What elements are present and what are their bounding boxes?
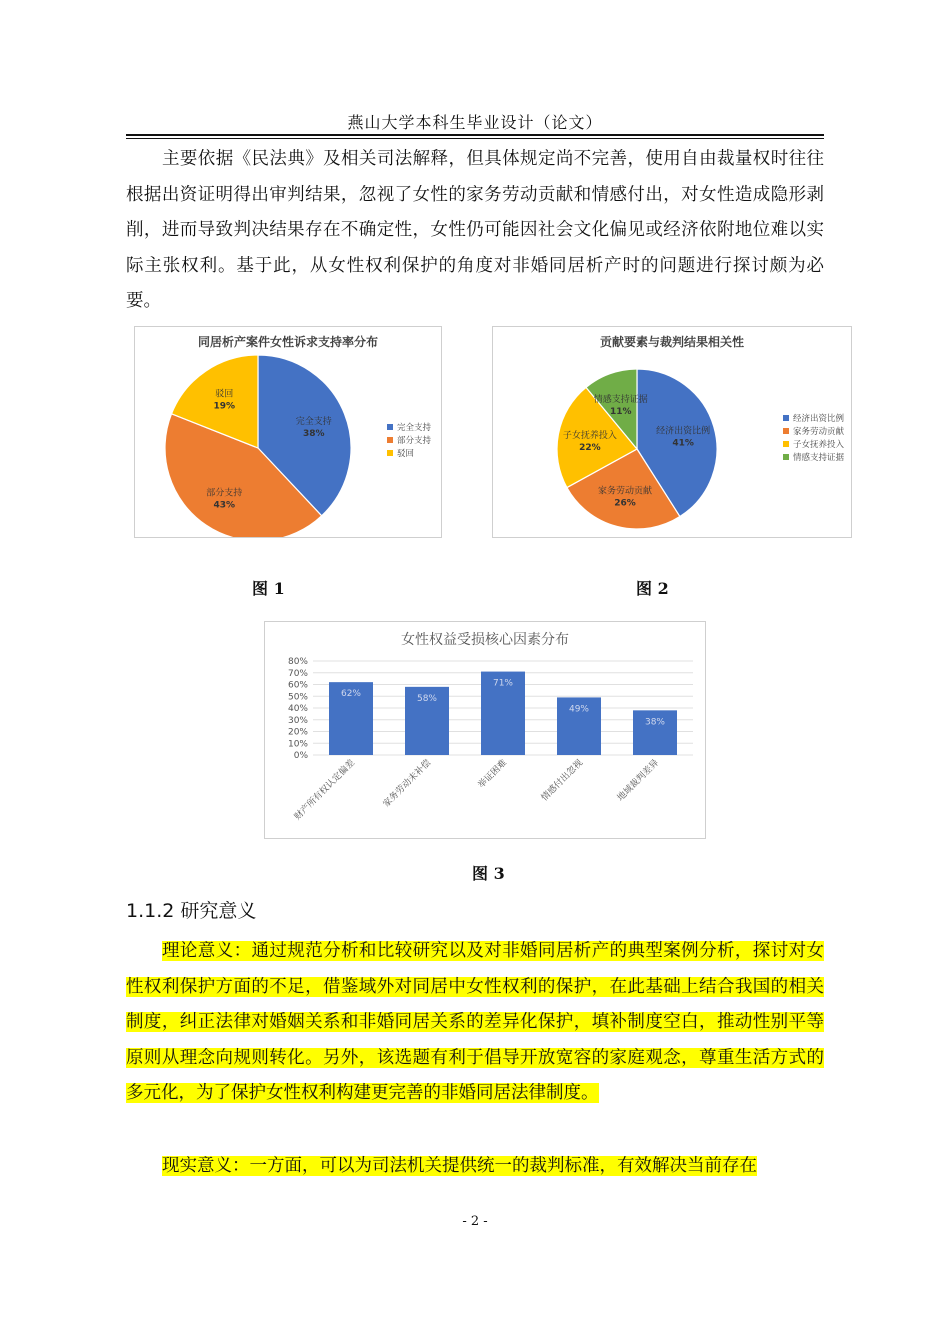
chart2-title: 贡献要素与裁判结果相关性 xyxy=(599,335,745,349)
legend-swatch xyxy=(387,437,393,443)
legend-swatch xyxy=(387,450,393,456)
legend-label: 部分支持 xyxy=(397,436,432,446)
legend-swatch xyxy=(783,428,789,434)
x-tick-label: 家务劳动未补偿 xyxy=(381,758,434,810)
header-rule-thick xyxy=(126,134,824,136)
legend-label: 家务劳动贡献 xyxy=(793,427,845,437)
slice-value-label: 26% xyxy=(614,498,636,509)
chart-damage-factors-svg xyxy=(265,622,705,838)
chart-support-rate-svg xyxy=(135,327,441,537)
slice-category-label: 子女抚养投入 xyxy=(562,431,617,442)
bar-value-label: 62% xyxy=(340,689,362,700)
chart3-x-tick-labels xyxy=(291,757,661,823)
x-tick-label: 财产所有权认定偏差 xyxy=(292,758,358,823)
legend-swatch xyxy=(783,441,789,447)
slice-category-label: 部分支持 xyxy=(206,488,243,499)
bar-value-label: 71% xyxy=(492,678,514,689)
figure-3-label: 图 3 xyxy=(472,864,505,883)
legend-label: 情感支持证据 xyxy=(793,453,845,463)
bar-value-label: 38% xyxy=(644,717,666,728)
figure-2-label: 图 2 xyxy=(636,579,669,598)
paragraph-theoretical-significance xyxy=(126,934,824,1112)
section-heading: 1.1.2 研究意义 xyxy=(126,900,257,922)
highlighted-text: 现实意义：一方面，可以为司法机关提供统一的裁判标准，有效解决当前存在 xyxy=(162,1156,757,1176)
legend-swatch xyxy=(783,415,789,421)
chart-contribution xyxy=(492,326,852,538)
x-tick-label: 举证困难 xyxy=(476,758,510,791)
slice-category-label: 驳回 xyxy=(215,389,234,400)
y-tick-label: 20% xyxy=(287,727,308,738)
y-tick-label: 70% xyxy=(287,668,308,679)
running-header: 燕山大学本科生毕业设计（论文） xyxy=(347,113,603,132)
figure-1-label: 图 1 xyxy=(252,579,285,598)
slice-category-label: 情感支持证据 xyxy=(593,394,648,405)
chart-support-rate xyxy=(134,326,442,538)
chart3-title: 女性权益受损核心因素分布 xyxy=(401,632,569,648)
legend-label: 驳回 xyxy=(397,449,415,459)
x-tick-label: 情感付出忽视 xyxy=(539,758,586,804)
slice-value-label: 19% xyxy=(213,401,236,412)
legend-swatch xyxy=(387,424,393,430)
legend-label: 经济出资比例 xyxy=(793,414,845,424)
slice-category-label: 家务劳动贡献 xyxy=(598,486,653,497)
highlighted-text: 理论意义：通过规范分析和比较研究以及对非婚同居析产的典型案例分析，探讨对女性权利保护方面的不足，借鉴域外对同居中女性权利的保护，在此基础上结合我国的相关制度，纠正法律对婚姻关系和非婚同居关系的差异化保护，填补制度空白，推动性别平等原则从理念向规则转化。另外，该选题有利于倡导开放宽容的家庭观念，尊重生活方式的多元化，为了保护女性权利构建更完善的非婚同居法律制度。 xyxy=(126,941,824,1103)
bar-value-label: 58% xyxy=(416,693,438,704)
slice-category-label: 完全支持 xyxy=(295,416,332,427)
y-tick-label: 50% xyxy=(287,692,308,703)
slice-value-label: 41% xyxy=(672,438,694,449)
y-tick-label: 30% xyxy=(287,715,308,726)
legend-label: 完全支持 xyxy=(397,423,432,433)
page-number: - 2 - xyxy=(462,1214,488,1229)
y-tick-label: 0% xyxy=(293,751,308,761)
legend-label: 子女抚养投入 xyxy=(793,440,845,450)
y-tick-label: 60% xyxy=(287,680,308,691)
chart1-title: 同居析产案件女性诉求支持率分布 xyxy=(197,335,379,349)
header-rule-thin xyxy=(126,138,824,139)
chart2-legend xyxy=(783,413,845,463)
chart1-slices xyxy=(165,355,351,537)
paragraph-practical-significance xyxy=(126,1149,824,1185)
legend-swatch xyxy=(783,454,789,460)
slice-value-label: 22% xyxy=(579,443,601,454)
y-tick-label: 10% xyxy=(287,739,308,750)
paragraph-background: 主要依据《民法典》及相关司法解释，但具体规定尚不完善，使用自由裁量权时往往根据出资证明得出审判结果，忽视了女性的家务劳动贡献和情感付出，对女性造成隐形剥削，进而导致判决结果存在不确定性，女性仍可能因社会文化偏见或经济依附地位难以实际主张权利。基于此，从女性权利保护的角度对非婚同居析产时的问题进行探讨颇为必要。 xyxy=(126,149,824,311)
slice-value-label: 38% xyxy=(303,428,325,439)
slice-value-label: 11% xyxy=(609,406,632,417)
chart-contribution-svg xyxy=(493,327,851,537)
slice-value-label: 43% xyxy=(213,500,236,511)
slice-category-label: 经济出资比例 xyxy=(656,426,711,437)
chart-damage-factors xyxy=(264,621,706,839)
x-tick-label: 地域裁判差异 xyxy=(615,758,662,804)
bar-value-label: 49% xyxy=(568,704,590,715)
chart1-legend xyxy=(387,422,432,459)
y-tick-label: 40% xyxy=(287,704,308,714)
y-tick-label: 80% xyxy=(287,657,308,667)
